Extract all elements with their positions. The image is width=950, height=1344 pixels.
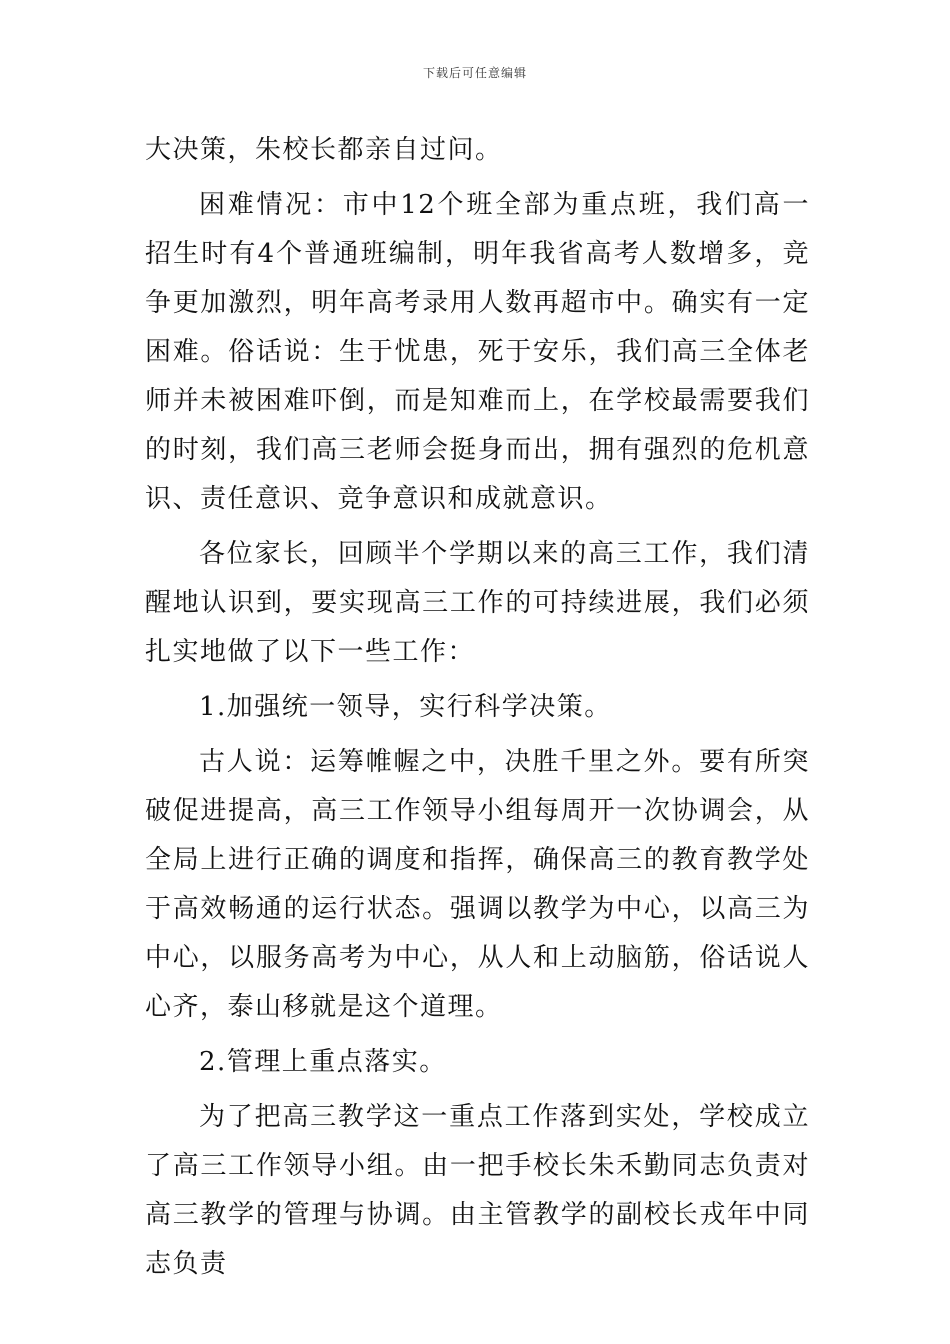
paragraph-leadership: 古人说：运筹帷幄之中，决胜千里之外。要有所突破促进提高，高三工作领导小组每周开一次协调会，从全局上进行正确的调度和指挥，确保高三的教育教学处于高效畅通的运行状态。强调以教学为中心，以高三为中心，以服务高考为中心，从人和上动脑筋，俗话说人心齐，泰山移就是这个道理。	[145, 747, 810, 1022]
paragraph-review: 各位家长，回顾半个学期以来的高三工作，我们清醒地认识到，要实现高三工作的可持续进展，我们必须扎实地做了以下一些工作：	[145, 539, 810, 667]
paragraph-management: 为了把高三教学这一重点工作落到实处，学校成立了高三工作领导小组。由一把手校长朱禾勤同志负责对高三教学的管理与协调。由主管教学的副校长戎年中同志负责	[145, 1102, 810, 1279]
page-header-note: 下载后可任意编辑	[422, 66, 527, 80]
section-heading-management: 2.管理上重点落实。	[199, 1047, 447, 1077]
paragraph-continuation: 大决策，朱校长都亲自过问。	[145, 135, 503, 165]
paragraph-difficulties: 困难情况：市中12个班全部为重点班，我们高一招生时有4个普通班编制，明年我省高考人数增多，竞争更加激烈，明年高考录用人数再超市中。确实有一定困难。俗话说：生于忧患，死于安乐，我们高三全体老师并未被困难吓倒，而是知难而上，在学校最需要我们的时刻，我们高三老师会挺身而出，拥有强烈的危机意识、责任意识、竞争意识和成就意识。	[145, 190, 810, 514]
document-body	[145, 126, 810, 1289]
section-heading-leadership: 1.加强统一领导，实行科学决策。	[199, 692, 612, 722]
